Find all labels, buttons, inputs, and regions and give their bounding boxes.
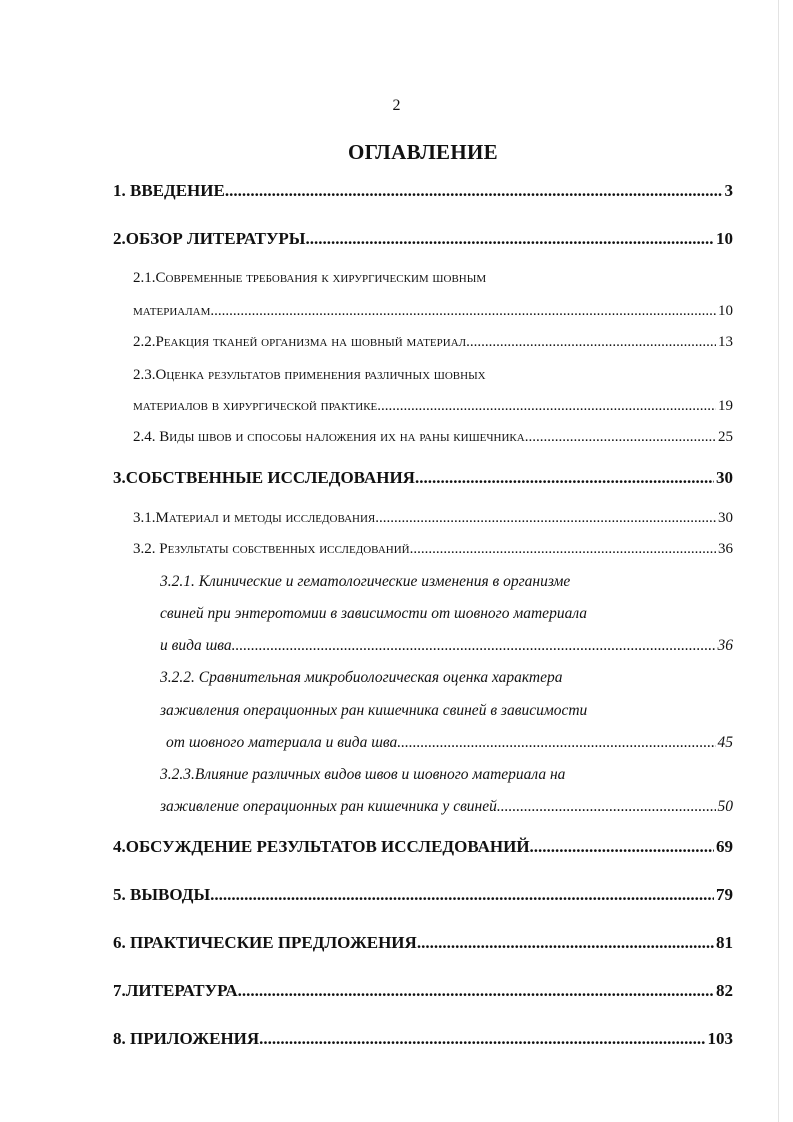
dot-leader (306, 229, 715, 249)
toc-entry-3-1[interactable] (133, 510, 733, 527)
toc-entry-2-3[interactable] (133, 398, 733, 415)
toc-entry-title: материалам (133, 303, 211, 319)
toc-entry-2-1[interactable] (133, 303, 733, 320)
dot-leader (210, 885, 714, 905)
toc-entry-page: 3 (724, 181, 733, 200)
toc-entry-page: 10 (718, 303, 733, 319)
toc-entry-page: 69 (716, 837, 733, 856)
dot-leader (530, 837, 714, 857)
toc-entry-title: 5. ВЫВОДЫ (113, 885, 211, 904)
toc-entry-title: от шовного материала и вида шва (166, 734, 398, 751)
toc-entry-page: 82 (716, 981, 733, 1000)
page-number: 2 (392, 97, 401, 114)
toc-entry-title: 8. ПРИЛОЖЕНИЯ (113, 1029, 260, 1048)
toc-entry-3-2-1-line2[interactable]: свиней при энтеротомии в зависимости от шовного материала (160, 605, 588, 622)
toc-entry-page: 25 (718, 429, 733, 445)
toc-entry-appendices[interactable] (113, 1029, 733, 1049)
toc-entry-page: 30 (716, 468, 733, 487)
toc-entry-3-2-1-line1[interactable]: 3.2.1. Клинические и гематологические изменения в организме (160, 573, 571, 590)
scan-edge-line (778, 0, 779, 1122)
toc-entry-discussion[interactable] (113, 837, 733, 857)
toc-entry-bibliography[interactable] (113, 981, 733, 1001)
toc-entry-literature-review[interactable] (113, 229, 733, 249)
toc-entry-own-research[interactable] (113, 468, 733, 488)
dot-leader (525, 429, 716, 446)
toc-entry-title: 4.ОБСУЖДЕНИЕ РЕЗУЛЬТАТОВ ИССЛЕДОВАНИЙ (113, 837, 530, 856)
dot-leader (232, 637, 716, 655)
toc-entry-practical-proposals[interactable] (113, 933, 733, 953)
toc-entry-3-2-3[interactable] (160, 798, 733, 816)
toc-entry-title: 2.ОБЗОР ЛИТЕРАТУРЫ (113, 229, 306, 248)
dot-leader (410, 541, 716, 558)
toc-entry-title: 3.1.Материал и методы исследования (133, 510, 376, 526)
toc-entry-page: 13 (718, 334, 733, 350)
toc-entry-3-2[interactable] (133, 541, 733, 558)
toc-entry-2-1-line1[interactable]: 2.1.Современные требования к хирургическим шовным (133, 270, 487, 286)
toc-entry-introduction[interactable] (113, 181, 733, 201)
dot-leader (225, 181, 723, 201)
toc-entry-3-2-1[interactable] (160, 637, 733, 655)
dot-leader (415, 468, 714, 488)
toc-entry-title: 1. ВВЕДЕНИЕ (113, 181, 225, 200)
toc-entry-title: 2.4. Виды швов и способы наложения их на раны кишечника (133, 429, 525, 445)
toc-entry-title: 3.2. Результаты собственных исследований (133, 541, 410, 557)
toc-entry-page: 50 (717, 798, 733, 815)
toc-entry-2-4[interactable] (133, 429, 733, 446)
dot-leader (377, 398, 716, 415)
toc-entry-3-2-3-line1[interactable]: 3.2.3.Влияние различных видов швов и шовного материала на (160, 766, 566, 783)
page-title: ОГЛАВЛЕНИЕ (348, 140, 498, 164)
toc-entry-title: 7.ЛИТЕРАТУРА (113, 981, 238, 1000)
dot-leader (466, 334, 716, 351)
dot-leader (210, 303, 716, 320)
toc-entry-2-3-line1[interactable]: 2.3.Оценка результатов применения различных шовных (133, 367, 486, 383)
toc-entry-3-2-2-line2[interactable]: заживления операционных ран кишечника свиней в зависимости (160, 702, 588, 719)
toc-entry-title: и вида шва (160, 637, 232, 654)
toc-entry-page: 103 (707, 1029, 733, 1048)
toc-entry-title: 6. ПРАКТИЧЕСКИЕ ПРЕДЛОЖЕНИЯ (113, 933, 417, 952)
dot-leader (417, 933, 714, 953)
toc-entry-3-2-2-line1[interactable]: 3.2.2. Сравнительная микробиологическая оценка характера (160, 669, 563, 686)
toc-entry-page: 81 (716, 933, 733, 952)
toc-entry-title: заживление операционных ран кишечника у свиней (160, 798, 497, 815)
toc-entry-title: материалов в хирургической практике (133, 398, 378, 414)
dot-leader (375, 510, 716, 527)
toc-entry-page: 36 (718, 541, 733, 557)
dot-leader (397, 734, 715, 752)
toc-entry-3-2-2[interactable] (166, 734, 733, 752)
toc-entry-title: 2.2.Реакция тканей организма на шовный материал (133, 334, 467, 350)
toc-entry-page: 79 (716, 885, 733, 904)
toc-entry-page: 45 (717, 734, 733, 751)
toc-entry-conclusions[interactable] (113, 885, 733, 905)
dot-leader (497, 798, 716, 816)
toc-entry-page: 30 (718, 510, 733, 526)
toc-entry-title: 3.СОБСТВЕННЫЕ ИССЛЕДОВАНИЯ (113, 468, 415, 487)
toc-entry-page: 19 (718, 398, 733, 414)
toc-entry-page: 36 (717, 637, 733, 654)
dot-leader (238, 981, 714, 1001)
dot-leader (259, 1029, 705, 1049)
toc-entry-page: 10 (716, 229, 733, 248)
toc-entry-2-2[interactable] (133, 334, 733, 351)
